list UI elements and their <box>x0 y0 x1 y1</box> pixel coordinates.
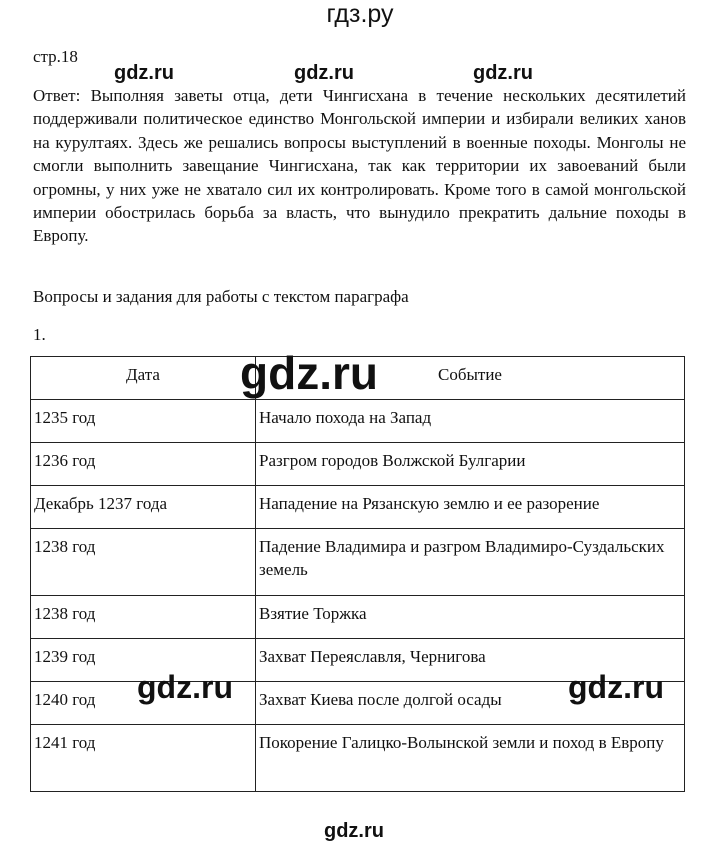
watermark-logo: gdz.ru <box>240 347 378 399</box>
page-reference: стр.18 <box>33 47 78 66</box>
date-cell: 1236 год <box>31 443 256 486</box>
date-cell: 1240 год <box>31 682 256 725</box>
item-number: 1. <box>33 325 46 344</box>
watermark-logo: gdz.ru <box>294 62 354 84</box>
events-table <box>30 356 685 792</box>
table-row <box>31 400 685 443</box>
watermark-logo: gdz.ru <box>114 62 174 84</box>
event-cell: Захват Киева после долгой осады <box>256 682 685 725</box>
event-cell: Падение Владимира и разгром Владимиро-Суздальских земель <box>256 529 685 596</box>
watermark-logo: gdz.ru <box>137 669 233 705</box>
answer-paragraph: Ответ: Выполняя заветы отца, дети Чингисхана в течение нескольких десятилетий поддерживали политическое единство Монгольской империи и избирали великих ханов на курултаях. Здесь же решались вопросы выступлений в военные походы. Монголы не смогли выполнить завещание Чингисхана, так как территории их завоеваний были огромны, у них уже не хватало сил их контролировать. Кроме того в самой монгольской империи обострилась борьба за власть, что вынудило прекратить дальние походы в Европу. <box>33 86 686 246</box>
table-row <box>31 529 685 596</box>
date-cell: Декабрь 1237 года <box>31 486 256 529</box>
watermark-logo: gdz.ru <box>568 669 664 705</box>
date-cell: 1238 год <box>31 529 256 596</box>
event-cell: Нападение на Рязанскую землю и ее разорение <box>256 486 685 529</box>
table-row <box>31 596 685 639</box>
header-date: Дата <box>31 357 256 400</box>
event-cell: Разгром городов Волжской Булгарии <box>256 443 685 486</box>
date-cell: 1238 год <box>31 596 256 639</box>
event-cell: Взятие Торжка <box>256 596 685 639</box>
table-row <box>31 725 685 792</box>
section-title: Вопросы и задания для работы с текстом параграфа <box>33 287 409 306</box>
watermark-logo: gdz.ru <box>324 820 384 842</box>
table-row <box>31 443 685 486</box>
date-cell: 1239 год <box>31 639 256 682</box>
site-header[interactable]: гдз.ру <box>326 0 394 28</box>
date-cell: 1241 год <box>31 725 256 792</box>
watermark-logo: gdz.ru <box>473 62 533 84</box>
event-cell: Начало похода на Запад <box>256 400 685 443</box>
table-row <box>31 486 685 529</box>
event-cell: Покорение Галицко-Волынской земли и поход в Европу <box>256 725 685 792</box>
event-cell: Захват Переяславля, Чернигова <box>256 639 685 682</box>
date-cell: 1235 год <box>31 400 256 443</box>
header-event: Событие <box>256 357 685 400</box>
